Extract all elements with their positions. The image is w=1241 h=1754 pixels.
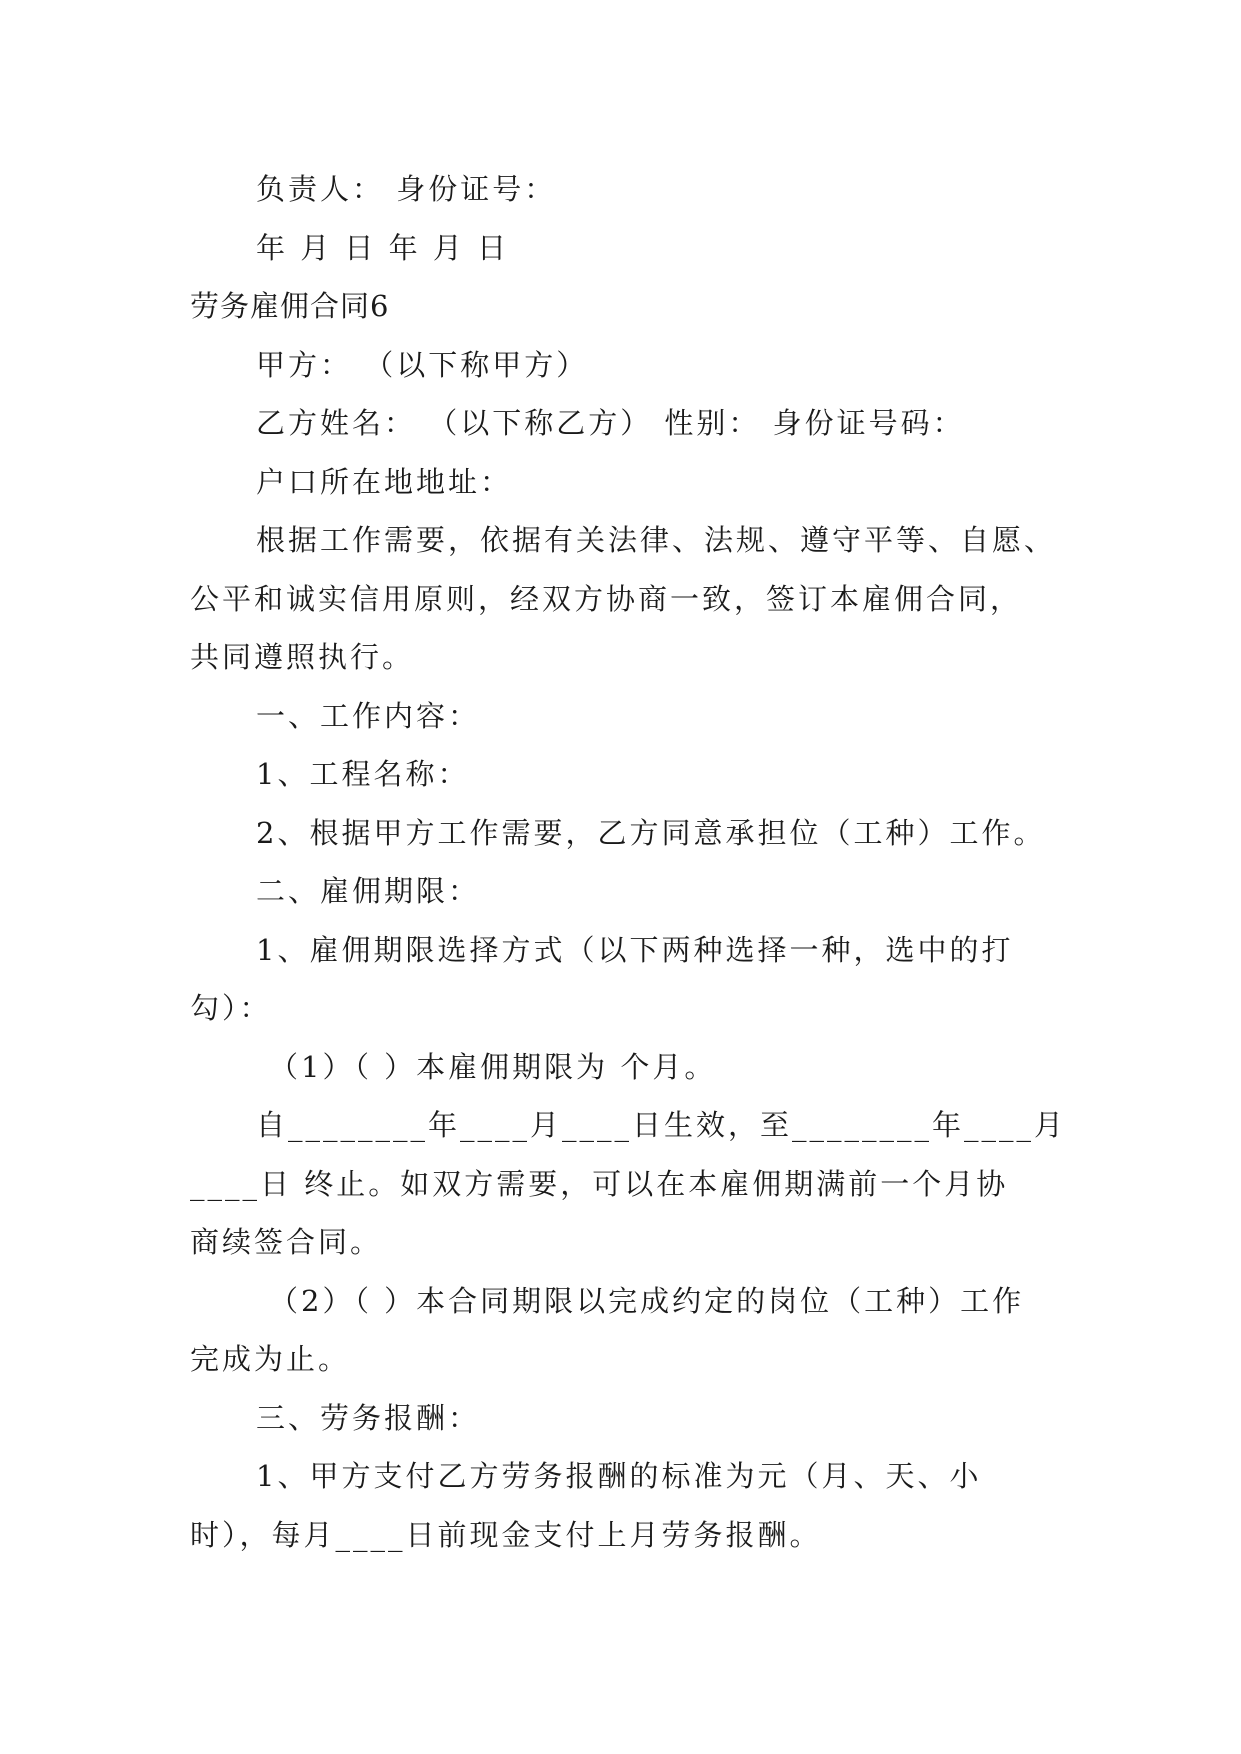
section-heading-term: 二、雇佣期限： [256,874,481,908]
pay-item-1-line-1: 1、甲方支付乙方劳务报酬的标准为元（月、天、小 [256,1459,982,1493]
work-item-1: 1、工程名称： [256,757,470,791]
section-heading-work: 一、工作内容： [256,698,481,733]
section-heading-pay: 三、劳务报酬： [256,1400,481,1435]
term-option-2-line-2: 完成为止。 [190,1342,351,1376]
contract-title: 劳务雇佣合同6 [190,289,390,323]
address-line: 户口所在地地址： [256,464,513,499]
term-option-2-line-1: （2）（ ）本合同期限以完成约定的岗位（工种）工作 [269,1283,1025,1318]
party-a-line: 甲方： （以下称甲方） [256,347,589,382]
pay-item-1-line-2: 时），每月____日前现金支付上月劳务报酬。 [190,1517,822,1552]
signatory-line: 负责人： 身份证号： [256,172,557,206]
term-dates-line-2: ____日 终止。如双方需要，可以在本雇佣期满前一个月协 [190,1166,1009,1201]
date-line: 年 月 日 年 月 日 [256,230,510,265]
party-b-line: 乙方姓名： （以下称乙方） 性别： 身份证号码： [256,406,965,440]
term-option-1: （1）（ ）本雇佣期限为 个月。 [269,1049,717,1084]
term-dates-line-3: 商续签合同。 [190,1225,383,1259]
preamble-line-3: 共同遵照执行。 [190,640,415,674]
term-item-1-line-2: 勾）： [190,991,272,1025]
term-item-1-line-1: 1、雇佣期限选择方式（以下两种选择一种，选中的打 [256,932,1014,967]
work-item-2: 2、根据甲方工作需要，乙方同意承担位（工种）工作。 [256,815,1046,850]
contract-body [190,160,1067,1564]
preamble-line-2: 公平和诚实信用原则，经双方协商一致，签订本雇佣合同， [190,581,1023,616]
preamble-line-1: 根据工作需要，依据有关法律、法规、遵守平等、自愿、 [256,523,1057,557]
term-dates-line-1: 自________年____月____日生效，至________年____月 [256,1108,1067,1142]
